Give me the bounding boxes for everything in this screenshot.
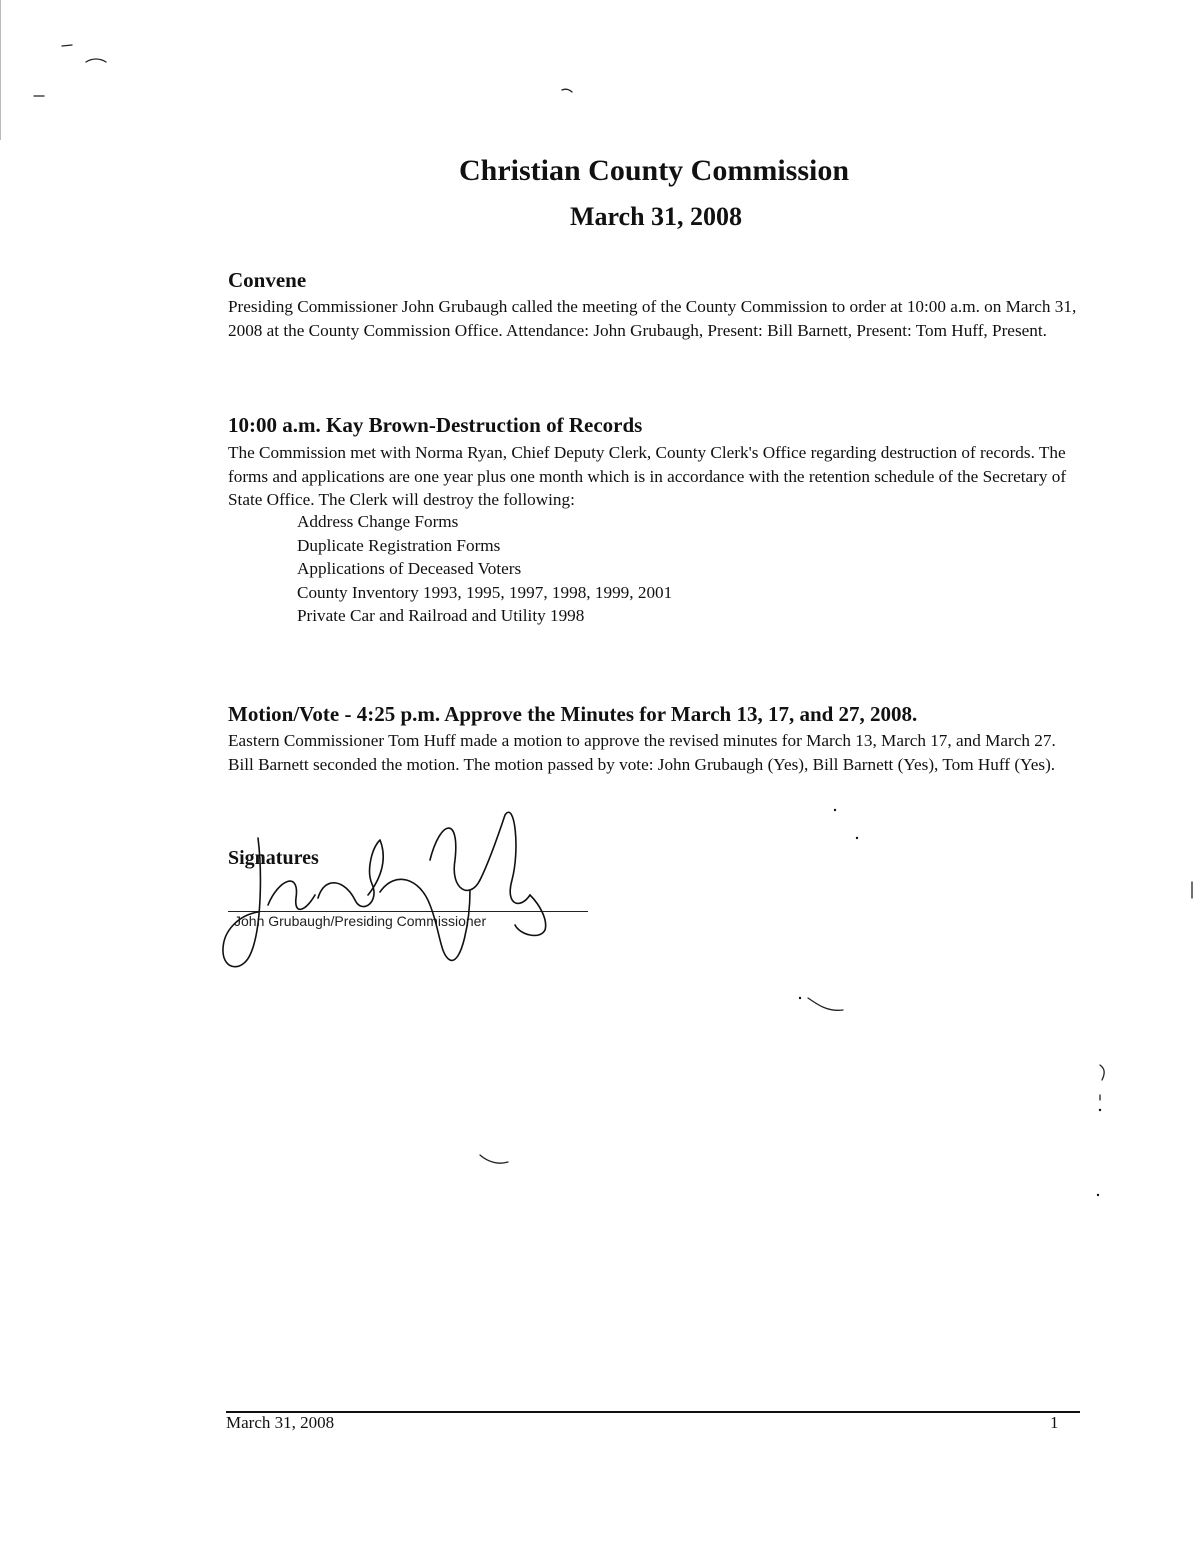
section-heading-convene: Convene — [228, 268, 307, 292]
list-item: Address Change Forms — [297, 512, 459, 531]
list-item: County Inventory 1993, 1995, 1997, 1998, 1999, 2001 — [297, 582, 673, 602]
page-number: 1 — [1050, 1413, 1059, 1432]
section-paragraph-destruction-of-records: The Commission met with Norma Ryan, Chief Deputy Clerk, County Clerk's Office regarding destruction of records. The forms and applications are one year plus one month which is in accordance with the retention schedule of the Secretary of State Office. The Clerk will destroy the following: — [228, 443, 1067, 509]
document-date: March 31, 2008 — [569, 202, 743, 231]
section-paragraph-convene: Presiding Commissioner John Grubaugh called the meeting of the County Commission to order at 10:00 a.m. on March 31, 2008 at the County Commission Office. Attendance: John Grubaugh, Present: Bill Barnett, Present: Tom Huff, Present. — [228, 297, 1077, 340]
footer-rule — [226, 1411, 1080, 1413]
list-item: Applications of Deceased Voters — [297, 559, 522, 578]
document-title: Christian County Commission — [458, 154, 850, 187]
list-item: Duplicate Registration Forms — [297, 535, 501, 555]
footer-date: March 31, 2008 — [226, 1413, 335, 1432]
section-heading-motion-vote: Motion/Vote - 4:25 p.m. Approve the Minutes for March 13, 17, and 27, 2008. — [228, 702, 918, 726]
section-heading-destruction-of-records: 10:00 a.m. Kay Brown-Destruction of Records — [228, 413, 643, 437]
section-paragraph-motion-vote: Eastern Commissioner Tom Huff made a motion to approve the revised minutes for March 13, March 17, and March 27. Bill Barnett seconded the motion. The motion passed by vote: John Grubaugh (Yes), Bill Barnett (Yes), Tom Huff (Yes). — [228, 731, 1056, 774]
signer-name: John Grubaugh/Presiding Commissioner — [234, 913, 487, 929]
list-item: Private Car and Railroad and Utility 1998 — [297, 606, 585, 625]
signatures-heading: Signatures — [228, 847, 319, 869]
